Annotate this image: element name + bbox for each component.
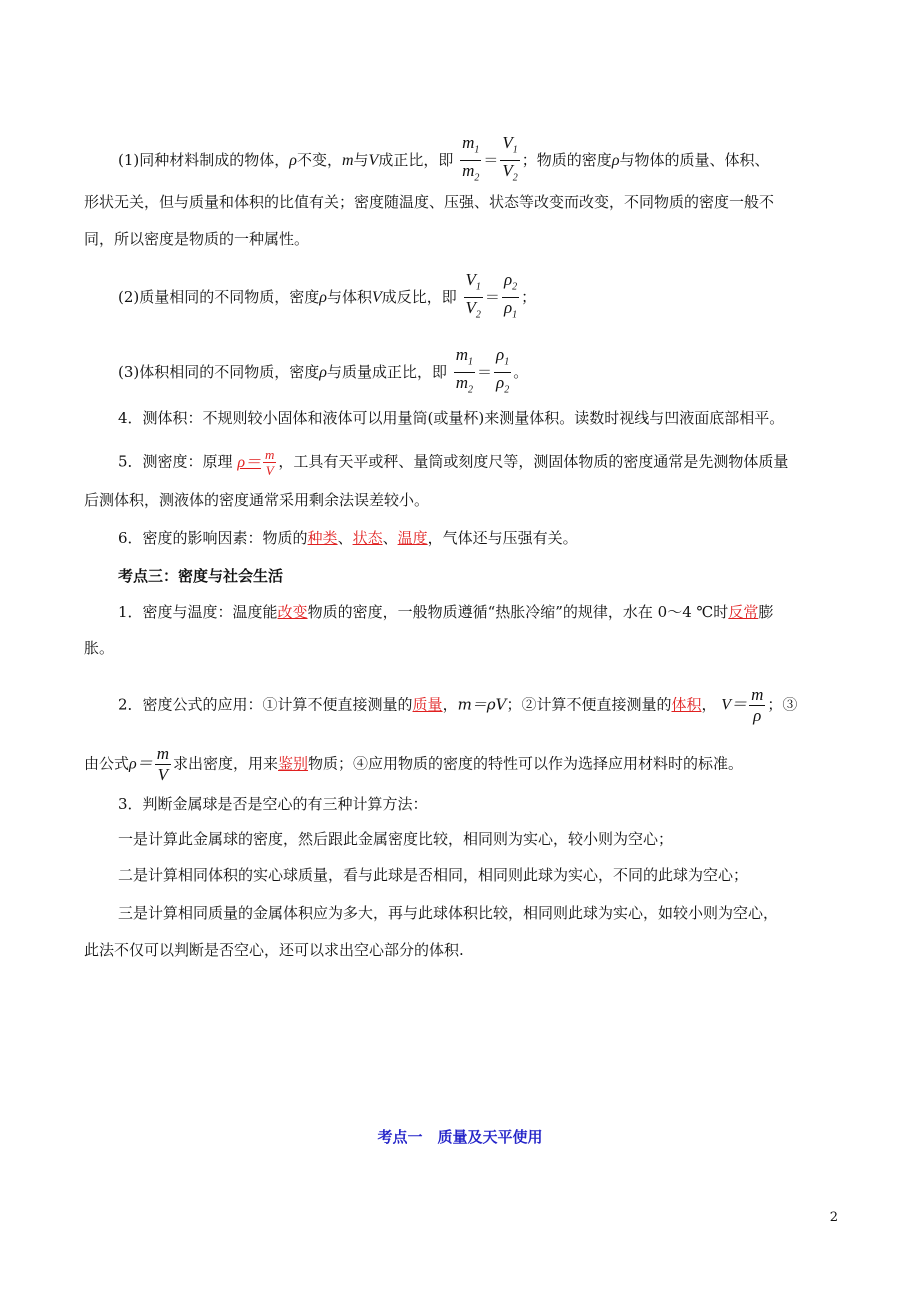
- density-formula: ρ＝: [129, 755, 153, 773]
- text: ；: [521, 287, 537, 306]
- text: 6．密度的影响因素：物质的: [118, 529, 308, 547]
- text: ；②计算不便直接测量的: [506, 695, 672, 714]
- m-symbol: m: [341, 151, 354, 169]
- answer-kind: 种类: [307, 529, 338, 547]
- method-3-line-2: 此法不仅可以判断是否空心，还可以求出空心部分的体积.: [84, 941, 464, 959]
- paragraph-5-line-1: [118, 447, 788, 478]
- text: 与: [353, 150, 369, 169]
- text: 与体积: [326, 287, 372, 306]
- text: ，: [701, 695, 717, 714]
- bottom-section-heading: 考点一 质量及天平使用: [377, 1128, 543, 1146]
- mass-formula: m＝ρV: [457, 695, 507, 714]
- fraction-m-rho: $\frac{m}{\rho}$: [751, 685, 764, 725]
- text: 求出密度，用来: [172, 754, 278, 773]
- paragraph-3: (3)体积相同的不同物质，密度ρ与质量成正比，即 $\frac{m_1}{m_2}$ ＝ $\frac{\rho_1}{\rho_2}$ 。: [118, 345, 528, 401]
- text: 。: [513, 362, 529, 381]
- rho-symbol: ρ: [319, 363, 327, 381]
- v-symbol: V: [368, 151, 379, 169]
- rho-symbol: ρ: [289, 151, 297, 169]
- text: 由公式: [84, 754, 130, 773]
- text: ；物质的密度: [521, 150, 612, 169]
- section-item-2-line-1: [118, 685, 797, 726]
- text: (1)同种材料制成的物体，: [118, 150, 290, 169]
- text: 1．密度与温度：温度能: [118, 603, 278, 621]
- v-symbol: V: [371, 288, 382, 306]
- fraction-v1-v2: $\frac{V_1}{V_2}$: [502, 133, 518, 184]
- text: 成反比，即: [381, 287, 457, 306]
- text: 、: [337, 529, 353, 547]
- rho-symbol: ρ: [319, 288, 327, 306]
- fraction-rho1-rho2: $\frac{\rho_1}{\rho_2}$: [496, 345, 510, 396]
- answer-mass: 质量: [412, 695, 443, 714]
- section-heading-3: 考点三：密度与社会生活: [118, 567, 284, 585]
- paragraph-2: (2)质量相同的不同物质，密度ρ与体积V成反比，即 $\frac{V_1}{V_2}$ ＝ $\frac{\rho_2}{\rho_1}$ ；: [118, 270, 536, 326]
- volume-formula: V＝: [721, 696, 748, 714]
- density-principle-formula: ρ＝ $\frac{m}{V}$: [237, 447, 275, 478]
- text: 膨: [758, 603, 774, 621]
- answer-volume: 体积: [671, 695, 702, 714]
- method-3-line-1: 三是计算相同质量的金属体积应为多大，再与此球体积比较，相同则此球为实心，如较小则为空心，: [118, 904, 779, 922]
- section-item-1-line-2: 胀。: [84, 639, 115, 657]
- text: 5．测密度：原理: [118, 452, 233, 471]
- paragraph-1-line-1: (1)同种材料制成的物体，ρ不变，m与V成正比，即 $\frac{m_1}{m_2}$ ＝ $\frac{V_1}{V_2}$ ；物质的密度ρ与物体的质量、体积、: [118, 133, 770, 189]
- answer-identify: 鉴别: [278, 754, 309, 773]
- text: 物质的密度，一般物质遵循“热胀冷缩”的规律，水在 0～4 ℃时: [307, 603, 729, 621]
- text: 不变，: [296, 150, 342, 169]
- page-number: 2: [829, 1210, 838, 1225]
- paragraph-6: [118, 528, 578, 548]
- fraction-m1-m2: $\frac{m_1}{m_2}$: [455, 345, 474, 396]
- paragraph-5-line-2: 后测体积，测液体的密度通常采用剩余法误差较小。: [84, 491, 430, 509]
- answer-state: 状态: [352, 529, 383, 547]
- text: 物质；④应用物质的密度的特性可以作为选择应用材料时的标准。: [308, 754, 744, 773]
- text: ，工具有天平或秤、量筒或刻度尺等，测固体物质的密度通常是先测物体质量: [278, 452, 789, 471]
- answer-change: 改变: [277, 603, 308, 621]
- fraction-v1-v2: $\frac{V_1}{V_2}$: [465, 270, 481, 321]
- fraction-m1-m2: $\frac{m_1}{m_2}$: [462, 133, 480, 184]
- answer-abnormal: 反常: [728, 603, 759, 621]
- text: 2．密度公式的应用：①计算不便直接测量的: [118, 695, 413, 714]
- answer-temperature: 温度: [397, 529, 428, 547]
- text: ，: [442, 695, 458, 714]
- section-item-2-line-2: [84, 744, 743, 785]
- rho-symbol: ρ: [611, 151, 620, 169]
- text: ；③: [767, 695, 798, 714]
- method-2: 二是计算相同体积的实心球质量，看与此球是否相同，相同则此球为实心，不同的此球为空心；: [118, 866, 749, 884]
- text: (3)体积相同的不同物质，密度: [118, 362, 320, 381]
- text: 与物体的质量、体积、: [619, 150, 770, 169]
- text: 、: [382, 529, 398, 547]
- section-item-1-line-1: [118, 602, 773, 622]
- section-item-3: 3．判断金属球是否是空心的有三种计算方法：: [118, 795, 428, 813]
- text: (2)质量相同的不同物质，密度: [118, 287, 320, 306]
- text: ，气体还与压强有关。: [427, 529, 578, 547]
- paragraph-1-line-3: 同，所以密度是物质的一种属性。: [84, 230, 310, 248]
- method-1: 一是计算此金属球的密度，然后跟此金属密度比较，相同则为实心，较小则为空心；: [118, 830, 674, 848]
- fraction-m-v: $\frac{m}{V}$: [156, 744, 169, 784]
- paragraph-1-line-2: 形状无关，但与质量和体积的比值有关；密度随温度、压强、状态等改变而改变，不同物质的密度一般不: [84, 193, 775, 211]
- fraction-rho2-rho1: $\frac{\rho_2}{\rho_1}$: [503, 270, 518, 321]
- text: 成正比，即: [378, 150, 454, 169]
- text: 与质量成正比，即: [326, 362, 447, 381]
- paragraph-4: 4．测体积：不规则较小固体和液体可以用量筒(或量杯)来测量体积。读数时视线与凹液面底部相平。: [118, 409, 785, 427]
